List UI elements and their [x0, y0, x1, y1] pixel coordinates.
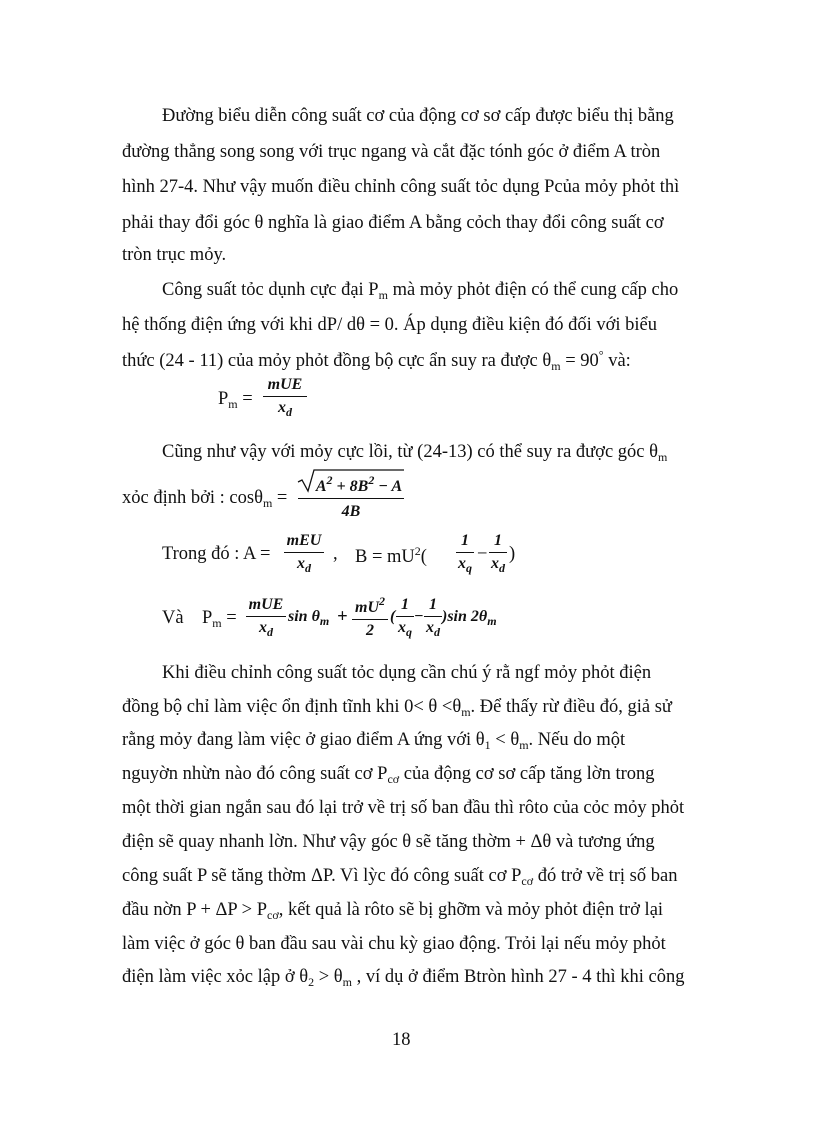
text: x: [398, 619, 406, 636]
text: đó trở về trị số ban: [533, 866, 678, 886]
text: x: [297, 555, 305, 572]
equation-3-fraction-a: [284, 533, 324, 574]
text: )sin 2θ: [442, 608, 488, 625]
fraction-bar: [263, 396, 307, 397]
text: + 8: [332, 478, 358, 495]
subscript: q: [406, 625, 412, 639]
paragraph-4-line-5: một thời gian ngắn sau đó lại trở về trị số ban đầu thì rôto của cỏc mỏy phỏt: [122, 798, 685, 818]
paragraph-1-line-1: Đường biểu diễn công suất cơ của động cơ sơ cấp được biểu thị bằng: [162, 106, 674, 126]
text: nguyờn nhừn nào đó công suất cơ P: [122, 764, 388, 784]
paragraph-4-line-4: [122, 765, 655, 785]
equation-4-open: (: [390, 608, 396, 625]
paragraph-4-line-2: [122, 698, 672, 718]
subscript: d: [286, 405, 292, 419]
paragraph-2-line-1: [162, 281, 678, 301]
text: . Để thấy rừ điều đó, giả sử: [470, 697, 672, 717]
text: (: [420, 547, 427, 567]
paragraph-4-line-8: [122, 901, 663, 921]
text: B: [357, 478, 369, 495]
numerator: 1: [429, 596, 437, 613]
text: = 90: [560, 351, 599, 371]
paragraph-1-line-5: tròn trục mỏy.: [122, 245, 227, 265]
text: của động cơ sơ cấp tăng lờn trong: [399, 764, 655, 784]
text: xỏc định bởi : cosθ: [122, 488, 263, 508]
text: x: [259, 619, 267, 636]
equation-3-close: ): [509, 544, 516, 564]
denominator: [489, 556, 507, 574]
fraction-bar: [246, 616, 286, 617]
paragraph-4-line-7: [122, 867, 677, 887]
text: và:: [603, 351, 631, 371]
fraction-bar: [489, 552, 507, 553]
numerator: mUE: [248, 596, 284, 613]
equation-3-fraction-q: [456, 533, 474, 574]
subscript: m: [212, 616, 222, 630]
text: , ví dụ ở điểm Btròn hình 27 - 4 thì khi công: [352, 967, 685, 987]
text: =: [221, 608, 237, 628]
equation-1-lhs: [218, 390, 253, 410]
denominator: [284, 556, 324, 574]
text: B = mU: [355, 547, 415, 567]
numerator: mEU: [286, 532, 322, 549]
subscript: cơ: [387, 772, 400, 786]
equation-3-minus: −: [477, 544, 488, 564]
paragraph-4-line-9: làm việc ở góc θ ban đầu sau vài chu kỳ giao động. Trỏi lại nếu mỏy phỏt: [122, 934, 666, 954]
paragraph-2-line-2: hệ thống điện ứng với khi dP/ dθ = 0. Áp dụng điều kiện đó đối với biểu: [122, 315, 657, 335]
subscript: d: [499, 561, 505, 575]
superscript: 2: [368, 473, 375, 487]
text: x: [278, 399, 286, 416]
text: . Nếu do một: [528, 730, 626, 750]
text: P: [218, 389, 229, 409]
fraction-bar: [284, 552, 324, 553]
subscript: cơ: [521, 874, 534, 888]
fraction-bar: [456, 552, 474, 553]
text: < θ: [490, 730, 520, 750]
paragraph-4-line-1: Khi điều chỉnh công suất tỏc dụng cần chú ý rằ ngf mỏy phỏt điện: [162, 663, 652, 683]
subscript: 2: [308, 975, 315, 989]
text: , kết quả là rôto sẽ bị ghỡm và mỏy phỏt điện trở lại: [278, 900, 664, 920]
equation-4-minus: −: [414, 608, 424, 625]
denominator: [246, 620, 286, 638]
subscript: m: [461, 705, 471, 719]
numerator: [304, 474, 414, 495]
subscript: m: [319, 614, 330, 628]
subscript: m: [658, 450, 668, 464]
superscript: 2: [379, 594, 385, 608]
equation-4-fraction-1: [246, 597, 286, 638]
subscript: m: [378, 288, 388, 302]
paragraph-4-line-10: [122, 968, 685, 988]
denominator: [263, 400, 307, 418]
equation-4-sin-2: [442, 609, 497, 627]
equation-4-fraction-2: [352, 595, 388, 639]
subscript: d: [267, 625, 273, 639]
text: A: [315, 478, 327, 495]
numerator: 1: [401, 596, 409, 613]
text: mU: [355, 599, 379, 616]
equation-3-fraction-d: [489, 533, 507, 574]
text: sin θ: [288, 608, 320, 625]
superscript: 2: [326, 473, 333, 487]
text: Công suất tỏc dụnh cực đại P: [162, 280, 379, 300]
text: =: [237, 389, 253, 409]
paragraph-1-line-3: hình 27-4. Như vậy muốn điều chỉnh công suất tỏc dụng Pcủa mỏy phỏt thì: [122, 177, 680, 197]
text: thức (24 - 11) của mỏy phỏt đồng bộ cực ẩn suy ra được θ: [122, 351, 552, 371]
equation-4-sin-1: [288, 609, 329, 627]
text: rằng mỏy đang làm việc ở giao điểm A ứng với θ: [122, 730, 485, 750]
subscript: q: [466, 561, 472, 575]
numerator: [352, 595, 388, 616]
equation-3-separator: ,: [333, 544, 338, 564]
denominator: [424, 620, 442, 638]
denominator: 4B: [341, 503, 361, 520]
text: P: [202, 608, 213, 628]
denominator: [456, 556, 474, 574]
text: > θ: [314, 967, 343, 987]
paragraph-3-line-1: [162, 443, 667, 463]
numerator: mUE: [267, 376, 303, 393]
page-number: 18: [392, 1030, 411, 1050]
subscript: m: [551, 359, 561, 373]
text: − A: [374, 478, 403, 495]
text: công suất P sẽ tăng thờm ΔP. Vì lỳc đó công suất cơ P: [122, 866, 522, 886]
subscript: d: [434, 625, 440, 639]
text: đầu nờn P + ΔP > P: [122, 900, 268, 920]
paragraph-4-line-6: điện sẽ quay nhanh lờn. Như vậy góc θ sẽ tăng thờm + Δθ và tương ứng: [122, 832, 655, 852]
equation-3-b-lhs: [355, 545, 427, 567]
subscript: cơ: [267, 908, 279, 922]
text: mà mỏy phỏt điện có thể cung cấp cho: [387, 280, 679, 300]
equation-4-lead: Và: [162, 608, 184, 628]
degree-sign: °: [598, 348, 604, 362]
fraction-bar: [396, 616, 414, 617]
equation-4-fraction-d: [424, 597, 442, 638]
subscript: d: [305, 561, 311, 575]
subscript: m: [519, 738, 529, 752]
equation-4-lhs: [202, 609, 237, 629]
equation-4-plus: +: [337, 607, 348, 627]
denominator: 2: [366, 622, 374, 639]
subscript: m: [262, 496, 273, 510]
fraction-bar: [352, 619, 388, 620]
superscript: 2: [414, 544, 421, 558]
subscript: m: [228, 397, 238, 411]
text: Cũng như vậy với mỏy cực lồi, từ (24-13) có thể suy ra được góc θ: [162, 442, 658, 462]
paragraph-4-line-3: [122, 731, 625, 751]
text: x: [426, 619, 434, 636]
equation-1-fraction: [263, 377, 307, 418]
paragraph-3-line-2: [122, 489, 287, 509]
fraction-bar: [424, 616, 442, 617]
subscript: 1: [484, 738, 491, 752]
denominator: [396, 620, 414, 638]
numerator: 1: [494, 532, 502, 549]
equation-4-fraction-q: [396, 597, 414, 638]
paragraph-1-line-2: đường thẳng song song với trục ngang và cắt đặc tónh góc ở điểm A tròn: [122, 142, 661, 162]
equation-2-fraction: [296, 468, 406, 520]
text: x: [491, 555, 499, 572]
paragraph-1-line-4: phải thay đổi góc θ nghĩa là giao điểm A bằng cỏch thay đổi công suất cơ: [122, 213, 664, 233]
subscript: m: [487, 614, 497, 628]
text: x: [458, 555, 466, 572]
numerator: 1: [461, 532, 469, 549]
subscript: m: [342, 975, 353, 989]
equation-3-lead: Trong đó : A =: [162, 544, 271, 564]
text: điện làm việc xỏc lập ở θ: [122, 967, 309, 987]
fraction-bar: [298, 498, 404, 499]
paragraph-2-line-3: [122, 349, 631, 372]
text: =: [272, 488, 288, 508]
text: đồng bộ chỉ làm việc ổn định tĩnh khi 0< θ <θ: [122, 697, 462, 717]
